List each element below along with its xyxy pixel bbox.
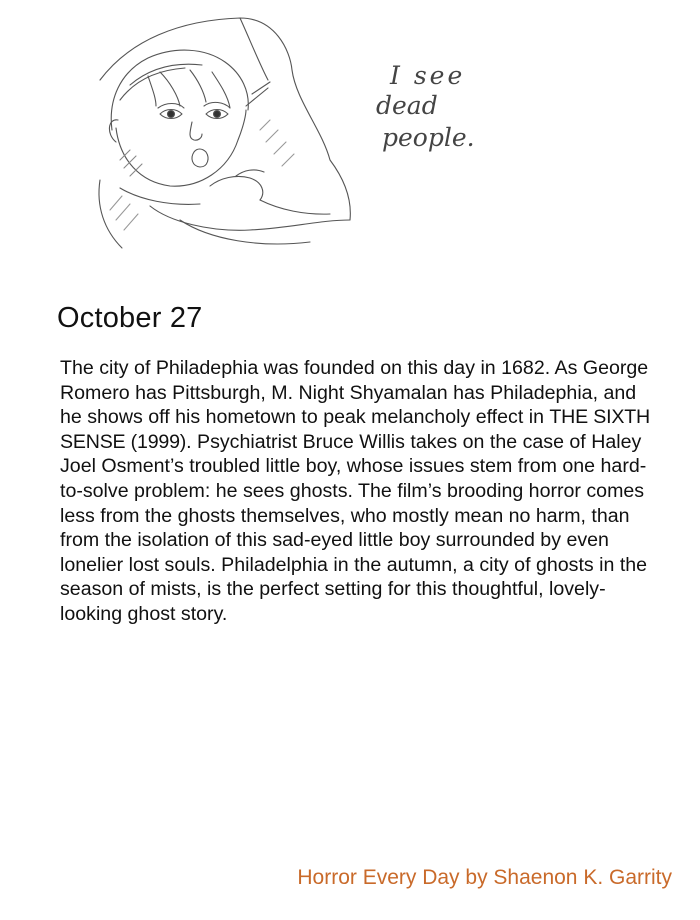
series-credit: Horror Every Day by Shaenon K. Garrity: [297, 866, 672, 889]
speech-caption: [372, 58, 512, 156]
entry-body: [60, 356, 660, 627]
caption-line-2: dead: [376, 91, 438, 120]
film-title: THE SIXTH SENSE (1999): [60, 406, 650, 453]
entry-text-part-1: The city of Philadephia was founded on this day in 1682. As George Romero has Pittsburgh, M. Night Shyamalan has Philadephia, and he shows off his hometown to peak melancholy effect in: [60, 357, 649, 429]
sketch-drawing: [60, 10, 360, 270]
caption-line-1: I see: [390, 61, 466, 90]
frightened-child-sketch: [60, 10, 360, 270]
entry-text-part-2: . Psychiatrist Bruce Willis takes on the case of Haley Joel Osment’s troubled little boy, whose issues stem from one hard-to-solve problem: he sees ghosts. The film’s brooding horror comes less from the ghosts themselves, who mostly mean no harm, than from the isolation of this sad-eyed little boy surrounded by even lonelier lost souls. Philadelphia in the autumn, a city of ghosts in the season of mists, is the perfect setting for this thoughtful, lovely-looking ghost story.: [60, 430, 648, 625]
entry-date-heading: October 27: [57, 302, 203, 334]
caption-line-3: people.: [382, 123, 475, 152]
